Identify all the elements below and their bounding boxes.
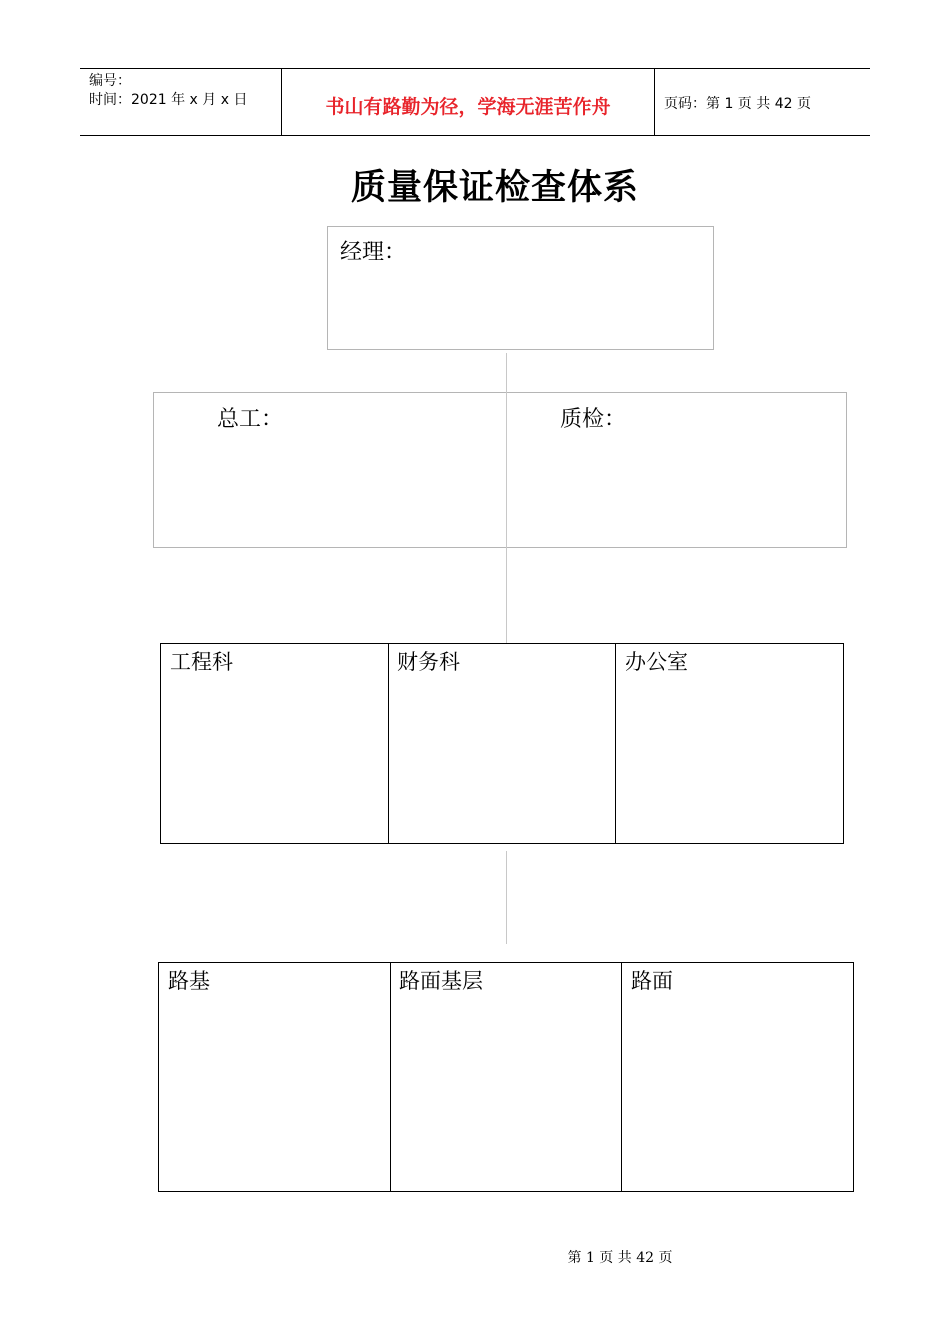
manager-label: 经理：: [340, 240, 407, 265]
date-label: 时间：2021 年 x 月 x 日: [89, 92, 248, 108]
team-pavement: 路面: [631, 969, 673, 993]
department-engineering: 工程科: [170, 650, 233, 674]
chief-qc-divider: [506, 392, 507, 548]
connector-departments: [506, 548, 507, 643]
connector-teams: [506, 851, 507, 944]
serial-number-label: 编号：: [89, 73, 131, 89]
header-top-rule: [80, 68, 870, 69]
department-office: 办公室: [625, 650, 688, 674]
header-bottom-rule: [80, 135, 870, 136]
page-info: 页码：第 1 页 共 42 页: [664, 96, 811, 112]
connector-manager: [506, 353, 507, 393]
teams-divider-1: [390, 962, 391, 1192]
chief-engineer-label: 总工：: [217, 407, 284, 432]
departments-divider-2: [615, 643, 616, 844]
team-subgrade: 路基: [168, 969, 210, 993]
header-divider-right: [654, 68, 655, 136]
page-footer: 第 1 页 共 42 页: [567, 1250, 673, 1266]
team-pavement-base: 路面基层: [399, 969, 483, 993]
department-finance: 财务科: [397, 650, 460, 674]
motto-text: 书山有路勤为径，学海无涯苦作舟: [325, 96, 611, 118]
departments-table: [160, 643, 844, 844]
teams-table: [158, 962, 854, 1192]
quality-inspector-label: 质检：: [560, 407, 627, 432]
teams-divider-2: [621, 962, 622, 1192]
departments-divider-1: [388, 643, 389, 844]
page-title: 质量保证检查体系: [350, 167, 639, 208]
